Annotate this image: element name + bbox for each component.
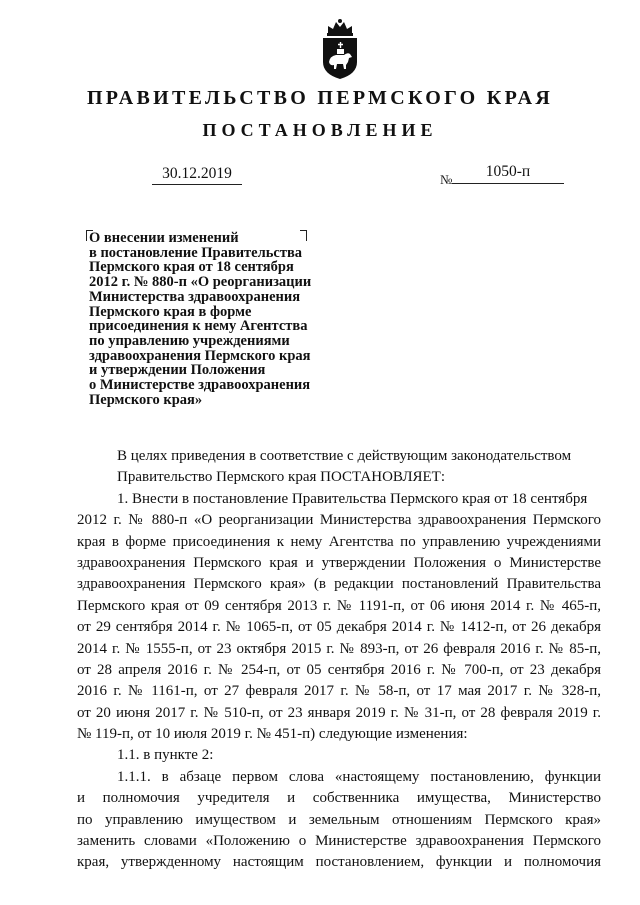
body-line: края, утвержденному настоящим постановлением, функции и полномочия (77, 854, 601, 871)
body-line: здравоохранения Пермского края и утверждении Положения о Министерстве (77, 554, 601, 571)
document-subject (89, 231, 349, 407)
subject-line: Пермского края в форме (89, 303, 252, 320)
body-line: 1. Внести в постановление Правительства Пермского края от 18 сентября (117, 490, 588, 507)
body-line: от 20 июня 2017 г. № 510-п, от 23 января 2019 г. № 31-п, от 28 февраля 2019 г. (77, 704, 601, 721)
subject-line: Пермского края» (89, 391, 203, 408)
body-line: 1.1.1. в абзаце первом слова «настоящему постановлению, функции (117, 768, 601, 785)
subject-line: Министерства здравоохранения (89, 288, 301, 305)
body-line: края в форме присоединения к нему Агентства по управлению учреждениями (77, 533, 601, 550)
body-line: здравоохранения Пермского края» (в редакции постановлений Правительства (77, 576, 601, 593)
body-line: заменить словами «Положению о Министерстве здравоохранения Пермского (77, 833, 601, 850)
document-number: 1050-п (452, 163, 564, 184)
org-title: ПРАВИТЕЛЬСТВО ПЕРМСКОГО КРАЯ (86, 87, 554, 109)
subject-line: в постановление Правительства (89, 244, 303, 261)
document-type: ПОСТАНОВЛЕНИЕ (202, 120, 438, 140)
body-line: № 119-п, от 10 июля 2019 г. № 451-п) следующие изменения: (77, 726, 468, 743)
subject-line: здравоохранения Пермского края (89, 347, 311, 364)
body-line: В целях приведения в соответствие с действующим законодательством (117, 448, 572, 464)
body-line: Пермского края от 09 сентября 2013 г. № 1191-п, от 06 июня 2014 г. № 465-п, (77, 597, 601, 614)
body-line: по управлению имуществом и земельным отношениям Пермского края» (77, 811, 601, 828)
document-date: 30.12.2019 (152, 165, 242, 185)
subject-line: по управлению учреждениями (89, 332, 290, 349)
body-line: 2012 г. № 880-п «О реорганизации Министерства здравоохранения Пермского (77, 512, 601, 529)
number-sign: № (440, 172, 453, 187)
subject-line: и утверждении Положения (89, 362, 266, 379)
body-line: и полномочия учредителя и собственника имущества, Министерство (77, 790, 601, 807)
body-line: 2014 г. № 1555-п, от 23 октября 2015 г. № 893-п, от 26 февраля 2016 г. № 85-п, (77, 640, 601, 657)
subject-line: Пермского края от 18 сентября (89, 259, 294, 276)
subject-line: о Министерстве здравоохранения (89, 377, 311, 394)
document-body (77, 446, 601, 874)
subject-line: присоединения к нему Агентства (89, 318, 308, 335)
subject-line: 2012 г. № 880-п «О реорганизации (89, 274, 312, 291)
body-line: от 29 сентября 2014 г. № 1065-п, от 05 декабря 2014 г. № 1412-п, от 26 декабря (77, 619, 601, 636)
body-line: Правительство Пермского края ПОСТАНОВЛЯЕТ: (117, 469, 446, 486)
body-line: от 28 апреля 2016 г. № 254-п, от 05 сентября 2016 г. № 700-п, от 23 декабря (77, 661, 601, 678)
subject-line: О внесении изменений (89, 230, 239, 246)
body-line: 1.1. в пункте 2: (117, 747, 214, 764)
perm-krai-coat-of-arms-icon (319, 18, 361, 80)
body-line: 2016 г. № 1161-п, от 27 февраля 2017 г. № 58-п, от 17 мая 2017 г. № 328-п, (77, 683, 601, 700)
